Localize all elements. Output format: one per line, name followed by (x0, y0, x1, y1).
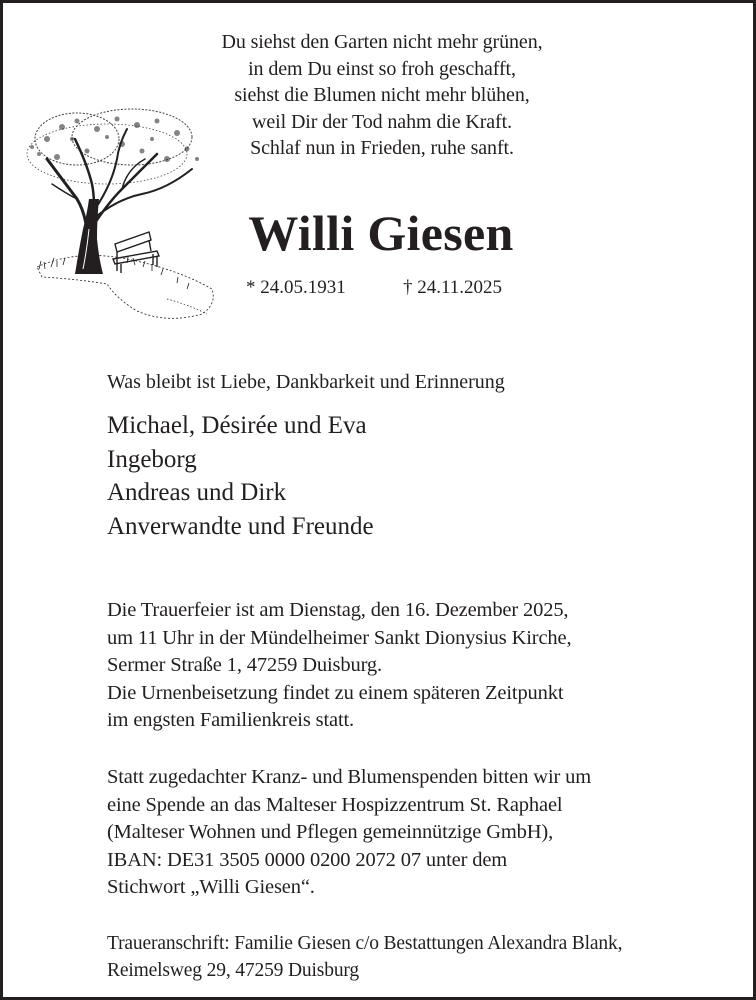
ceremony-line: Sermer Straße 1, 47259 Duisburg. (107, 654, 382, 676)
ceremony-line: im engsten Familienkreis statt. (107, 709, 355, 731)
ceremony-info (107, 597, 571, 735)
mourner-entry: Michael, Désirée und Eva (107, 412, 367, 439)
mourner-entry: Andreas und Dirk (107, 479, 287, 506)
motto: Was bleibt ist Liebe, Dankbarkeit und Erinnerung (107, 371, 505, 393)
mourners-list (107, 409, 374, 543)
ceremony-line: Die Urnenbeisetzung findet zu einem späteren Zeitpunkt (107, 681, 564, 704)
mourner-entry: Anverwandte und Freunde (107, 512, 374, 540)
donation-info (107, 764, 591, 902)
birth-date: * 24.05.1931 (246, 277, 346, 298)
ceremony-line: Die Trauerfeier ist am Dienstag, den 16. Dezember 2025, (107, 599, 569, 621)
deceased-name: Willi Giesen (248, 205, 514, 261)
death-date: † 24.11.2025 (403, 277, 503, 298)
donation-line: (Malteser Wohnen und Pflegen gemeinnützige GmbH), (107, 821, 554, 843)
tree-with-bench-illustration-icon (17, 99, 227, 329)
poem-line: siehst die Blumen nicht mehr blühen, (234, 84, 530, 106)
address-line: Traueranschrift: Familie Giesen c/o Bestattungen Alexandra Blank, (107, 933, 623, 954)
poem-line: in dem Du einst so froh geschafft, (248, 57, 516, 80)
address-line: Reimelsweg 29, 47259 Duisburg (107, 960, 360, 981)
memorial-poem (183, 29, 581, 162)
donation-line: Stichwort „Willi Giesen“. (107, 876, 315, 898)
poem-line: Du siehst den Garten nicht mehr grünen, (221, 31, 543, 53)
mourner-entry: Ingeborg (107, 445, 197, 473)
poem-line: weil Dir der Tod nahm die Kraft. (252, 110, 512, 133)
poem-line: Schlaf nun in Frieden, ruhe sanft. (250, 137, 514, 159)
ceremony-line: um 11 Uhr in der Mündelheimer Sankt Dionysius Kirche, (107, 626, 572, 649)
donation-line: eine Spende an das Malteser Hospizzentrum St. Raphael (107, 793, 563, 816)
donation-line: Statt zugedachter Kranz- und Blumenspenden bitten wir um (107, 766, 592, 788)
donation-line: IBAN: DE31 3505 0000 0200 2072 07 unter dem (107, 848, 508, 871)
mourning-address (107, 930, 622, 984)
